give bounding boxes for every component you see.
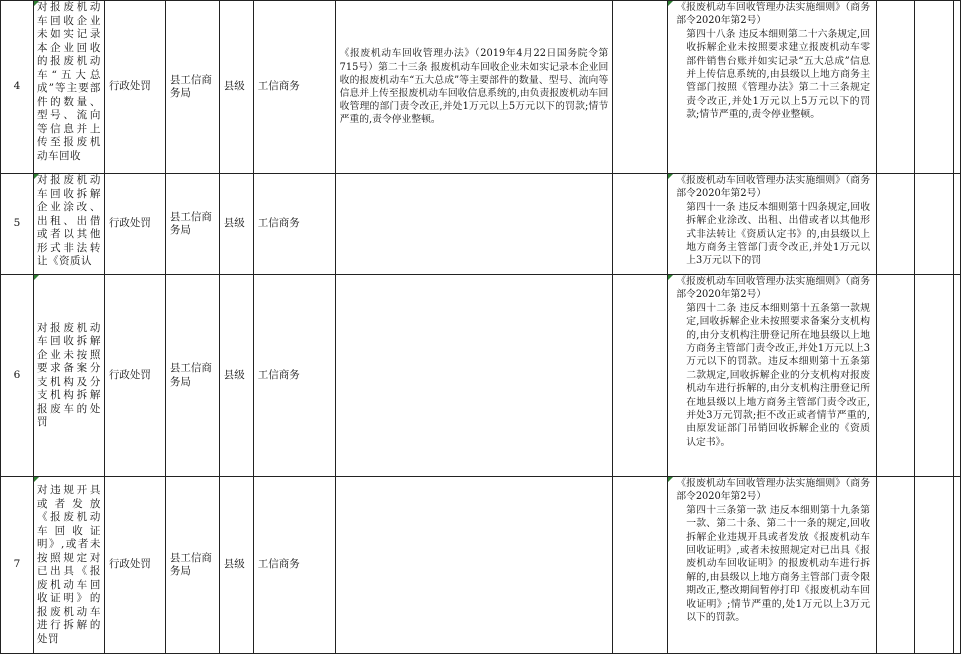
field: 工信商务	[253, 174, 335, 275]
empty-cell	[613, 275, 668, 477]
table-row	[1, 275, 961, 477]
level: 县级	[219, 174, 253, 275]
empty-cell	[953, 1, 960, 174]
field: 工信商务	[253, 1, 335, 174]
cell-marker	[34, 477, 39, 482]
row-number: 4	[1, 1, 34, 174]
detail-rule: 《报废机动车回收管理办法实施细则》（商务部令2020年第2号） 第四十二条 违反本细则第十五条第一款规定,回收拆解企业未按照要求备案分支机构的,由分支机构注册登记所在地县级以上地方商务主管部门责令改正,并处1万元以上3万元以下的罚款。违反本细则第十五条第二款规定,回收拆解企业的分支机构对报废机动车进行拆解的,由分支机构注册登记所在地县级以上地方商务主管部门责令改正,并处3万元罚款;拒不改正或者情节严重的,由原发证部门吊销回收拆解企业的《资质认定书》。	[668, 275, 877, 477]
empty-cell	[613, 1, 668, 174]
item-type: 行政处罚	[104, 275, 165, 477]
item-name: 对违规开具或者发放《报废机动车回收证明》,或者未按照规定对已出具《报废机动车回收证明》的报废机动车进行拆解的处罚	[33, 477, 104, 654]
level: 县级	[219, 1, 253, 174]
empty-cell	[914, 275, 953, 477]
empty-cell	[613, 174, 668, 275]
table-row	[1, 174, 961, 275]
legal-basis	[335, 174, 613, 275]
department: 县工信商务局	[165, 275, 219, 477]
legal-basis	[335, 477, 613, 654]
detail-rule: 《报废机动车回收管理办法实施细则》（商务部令2020年第2号） 第四十三条第一款 违反本细则第十九条第一款、第二十条、第二十一条的规定,回收拆解企业违规开具或者发放《报废机动车回收证明》,或者未按照规定对已出具《报废机动车回收证明》的报废机动车进行拆解的,由县级以上地方商务主管部门责令限期改正,整改期间暂停打印《报废机动车回收证明》;情节严重的,处1万元以上3万元以下的罚款。	[668, 477, 877, 654]
empty-cell	[877, 1, 915, 174]
cell-marker	[668, 1, 673, 6]
level: 县级	[219, 477, 253, 654]
item-name: 对报废机动车回收企业未如实记录本企业回收的报废机动车“五大总成”等主要部件的数量、型号、流向等信息并上传至报废机动车回收	[33, 1, 104, 174]
empty-cell	[877, 174, 915, 275]
cell-marker	[34, 174, 39, 179]
item-type: 行政处罚	[104, 477, 165, 654]
legal-basis: 《报废机动车回收管理办法》（2019年4月22日国务院令第715号）第二十三条 报废机动车回收企业未如实记录本企业回收的报废机动车“五大总成”等主要部件的数量、型号、流向等信息并上传至报废机动车回收信息系统的,由负责报废机动车回收管理的部门责令改正,并处1万元以上5万元以下的罚款;情节严重的,责令停业整顿。	[335, 1, 613, 174]
detail-rule: 《报废机动车回收管理办法实施细则》（商务部令2020年第2号） 第四十一条 违反本细则第十四条规定,回收拆解企业涂改、出租、出借或者以其他形式非法转让《资质认定书》的,由县级以上地方商务主管部门责令改正,并处1万元以上3万元以下的罚	[668, 174, 877, 275]
row-number: 7	[1, 477, 34, 654]
empty-cell	[914, 174, 953, 275]
department: 县工信商务局	[165, 477, 219, 654]
empty-cell	[914, 477, 953, 654]
detail-rule: 《报废机动车回收管理办法实施细则》（商务部令2020年第2号） 第四十八条 违反本细则第二十六条规定,回收拆解企业未按照要求建立报废机动车零部件销售台账并如实记录“五大总成”信息并上传信息系统的,由县级以上地方商务主管部门按照《管理办法》第二十三条规定责令改正,并处1万元以上5万元以下的罚款;情节严重的,责令停业整顿。	[668, 1, 877, 174]
level: 县级	[219, 275, 253, 477]
empty-cell	[613, 477, 668, 654]
cell-marker	[668, 174, 673, 179]
empty-cell	[877, 275, 915, 477]
cell-marker	[668, 275, 673, 280]
row-number: 5	[1, 174, 34, 275]
empty-cell	[914, 1, 953, 174]
legal-basis	[335, 275, 613, 477]
empty-cell	[877, 477, 915, 654]
field: 工信商务	[253, 477, 335, 654]
row-number: 6	[1, 275, 34, 477]
item-name: 对报废机动车回收拆解企业涂改、出租、出借或者以其他形式非法转让《资质认	[33, 174, 104, 275]
cell-marker	[668, 477, 673, 482]
department: 县工信商务局	[165, 174, 219, 275]
cell-marker	[34, 1, 39, 6]
item-name: 对报废机动车回收拆解企业未按照要求备案分支机构及分支机构拆解报废车的处罚	[33, 275, 104, 477]
cell-marker	[34, 275, 39, 280]
department: 县工信商务局	[165, 1, 219, 174]
table-row	[1, 1, 961, 174]
item-type: 行政处罚	[104, 1, 165, 174]
item-type: 行政处罚	[104, 174, 165, 275]
empty-cell	[953, 174, 960, 275]
field: 工信商务	[253, 275, 335, 477]
table-row	[1, 477, 961, 654]
empty-cell	[953, 477, 960, 654]
empty-cell	[953, 275, 960, 477]
